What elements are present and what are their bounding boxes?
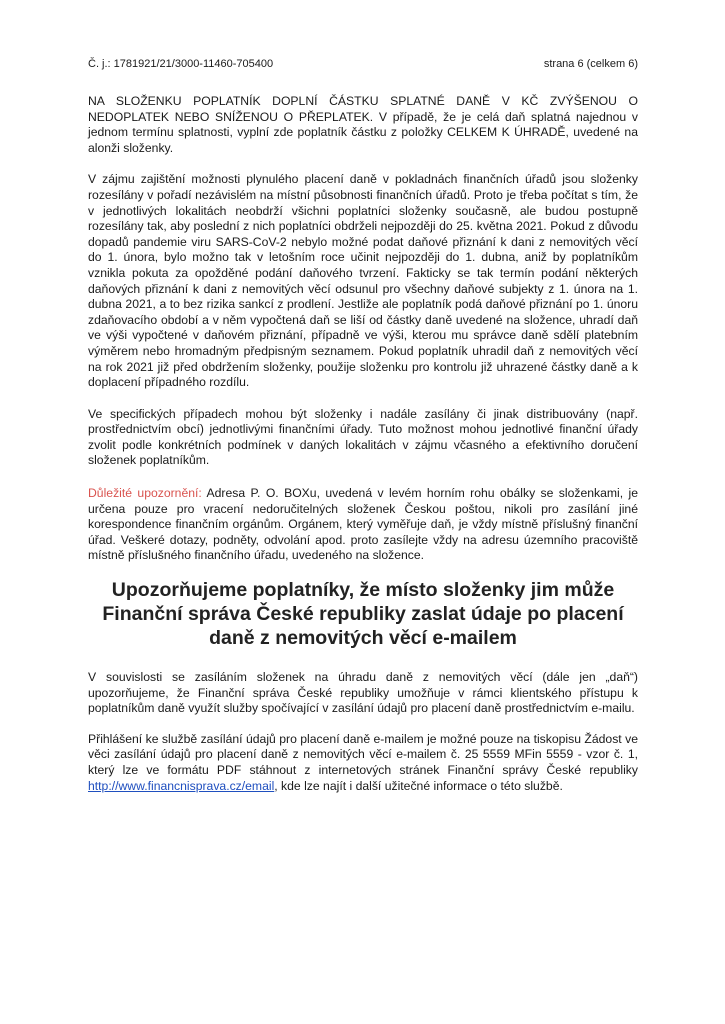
page-header <box>88 58 638 70</box>
registration-tail: , kde lze najít i další užitečné informace o této službě. <box>274 778 563 793</box>
important-notice-label: Důležité upozornění: <box>88 486 202 501</box>
reference-number: Č. j.: 1781921/21/3000-11460-705400 <box>88 58 274 70</box>
section-heading: Upozorňujeme poplatníky, že místo složenky jim může Finanční správa České republiky zaslat údaje po placení daně z nemovitých věcí e-mailem <box>102 579 624 650</box>
paragraph-distribution: V zájmu zajištění možnosti plynulého placení daně v pokladnách finančních úřadů jsou složenky rozesílány v pořadí nezávislém na místní působnosti finančních úřadů. Proto je třeba počítat s tím, že v jednotlivých lokalitách neobdrží všichni poplatníci složenky současně, ale budou postupně rozesílány tak, aby poslední z nich poplatníci obdrželi nejpozději do 25. května 2021. Pokud z důvodu dopadů pandemie viru SARS-CoV-2 nebylo možné podat daňové přiznání k dani z nemovitých věcí do 1. února, bylo možno tak v letošním roce učinit nejpozději do 1. dubna, aniž by poplatníkům vznikla pokuta za opožděné podání daňového tvrzení. Fakticky se tak termín podání některých daňových přiznání k dani z nemovitých věcí odsunul pro všechny daňové subjekty z 1. února na 1. dubna 2021, a to bez rizika sankcí z prodlení. Jestliže ale poplatník podá daňové přiznání po 1. únoru zdaňovacího období a v něm vypočtená daň se liší od částky daně uvedené na složence, uhradí daň ve výši vypočtené v daňovém přiznání, případně ve výši, kterou mu správce daně sdělí platebním výměrem nebo hromadným předpisným seznamem. Pokud poplatník uhradil daň z nemovitých věcí na rok 2021 již před obdržením složenky, použije složenku pro kontrolu již uhrazené částky daně a k doplacení případného rozdílu. <box>88 172 638 390</box>
paragraph-email-service: V souvislosti se zasíláním složenek na úhradu daně z nemovitých věcí (dále jen „daň“) upozorňujeme, že Finanční správa České republiky umožňuje v rámci klientského přístupu k poplatníkům daně využít služby spočívající v zasílání údajů pro placení daně prostřednictvím e-mailu. <box>88 670 638 716</box>
financni-sprava-email-link[interactable]: http://www.financnisprava.cz/email <box>88 778 275 793</box>
document-body <box>88 94 638 809</box>
paragraph-instructions: NA SLOŽENKU POPLATNÍK DOPLNÍ ČÁSTKU SPLATNÉ DANĚ V KČ ZVÝŠENOU O NEDOPLATEK NEBO SNÍŽENOU O PŘEPLATEK. V případě, že je celá daň splatná najednou v jednom termínu splatnosti, vyplní zde poplatník částku z položky CELKEM K ÚHRADĚ, uvedené na alonži složenky. <box>88 94 638 155</box>
registration-text: Přihlášení ke službě zasílání údajů pro placení daně e-mailem je možné pouze na tiskopisu Žádost ve věci zasílání údajů pro placení daně z nemovitých věcí e-mailem č. 25 5559 MFin 5559 - vzor č. 1, který lze ve formátu PDF stáhnout z internetových stránek Finanční správy České republiky <box>88 731 638 777</box>
important-notice-text: Adresa P. O. BOXu, uvedená v levém horním rohu obálky se složenkami, je určena pouze pro vracení nedoručitelných složenek Českou poštou, nikoli pro zasílání jiné korespondence finančním orgánům. Orgánem, který vyměřuje daň, je vždy místně příslušný finanční úřad. Veškeré dotazy, podněty, odvolání apod. proto zasílejte vždy na adresu územního pracoviště místně příslušného finančního úřadu, uvedeného na složence. <box>88 486 639 563</box>
paragraph-important-notice <box>88 486 638 564</box>
paragraph-specific-cases: Ve specifických případech mohou být složenky i nadále zasílány či jinak distribuovány (např. prostřednictvím obcí) jednotlivými finančními úřady. Tuto možnost mohou jednotlivé finanční úřady zvolit podle konkrétních podmínek v daných lokalitách v zájmu včasného a efektivního doručení složenek poplatníkům. <box>88 406 638 468</box>
paragraph-registration <box>88 732 638 794</box>
page-number: strana 6 (celkem 6) <box>543 58 638 70</box>
